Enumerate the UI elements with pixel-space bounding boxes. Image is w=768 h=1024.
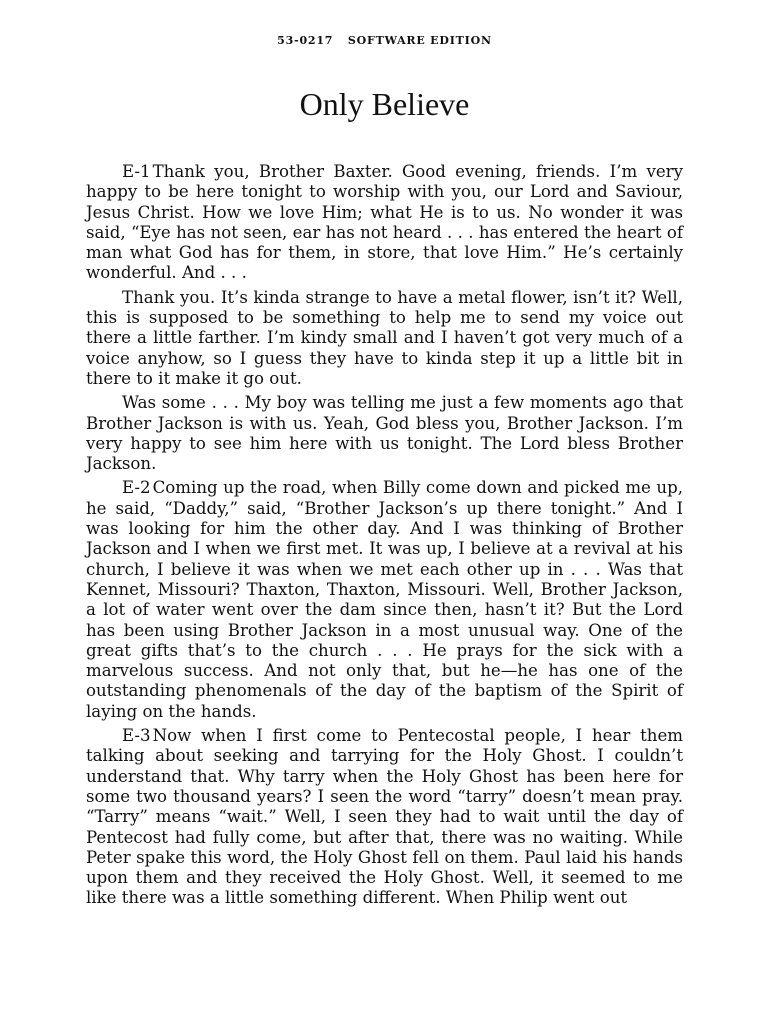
paragraph-e1: [86, 162, 683, 284]
sermon-body: [86, 162, 683, 913]
paragraph-text: Thank you. It’s kinda strange to have a metal flower, isn’t it? Well, this is supposed to be something to help me to send my voice out there a little farther. I’m kindy small and I haven’t got very much of a voice anyhow, so I guess they have to kinda step it up a little bit in there to it make it go out.: [86, 287, 683, 388]
paragraph: [86, 393, 683, 474]
paragraph-marker: E-1: [122, 162, 151, 181]
paragraph-marker: E-3: [122, 726, 151, 746]
paragraph-text: Coming up the road, when Billy come down and picked me up, he said, “Daddy,” said, “Brother Jackson’s up there tonight.” And I was looking for him the other day. And I was thinking of Brother Jackson and I when we first met. It was up, I believe at a revival at his church, I believe it was when we met each other up in . . . Was that Kennet, Missouri? Thaxton, Thaxton, Missouri. Well, Brother Jackson, a lot of water went over the dam since then, hasn’t it? But the Lord has been using Brother Jackson in a most unusual way. One of the great gifts that’s to the church . . . He prays for the sick with a marvelous success. And not only that, but he—he has one of the outstanding phenomenals of the day of the baptism of the Spirit of laying on the hands.: [86, 478, 683, 721]
sermon-title: Only Believe: [299, 86, 470, 122]
paragraph-text: Now when I first come to Pentecostal people, I hear them talking about seeking and tarrying for the Holy Ghost. I couldn’t understand that. Why tarry when the Holy Ghost has been here for some two thousand years? I seen the word “tarry” doesn’t mean pray. “Tarry” means “wait.” Well, I seen they had to wait until the day of Pentecost had fully come, but after that, there was no waiting. While Peter spake this word, the Holy Ghost fell on them. Paul laid his hands upon them and they received the Holy Ghost. Well, it seemed to me like there was a little something different. When Philip went out: [86, 726, 683, 908]
paragraph-text: Was some . . . My boy was telling me just a few moments ago that Brother Jackson is with us. Yeah, God bless you, Brother Jackson. I’m very happy to see him here with us tonight. The Lord bless Brother Jackson.: [86, 393, 683, 474]
paragraph-text: Thank you, Brother Baxter. Good evening, friends. I’m very happy to be here tonight to worship with you, our Lord and Saviour, Jesus Christ. How we love Him; what He is to us. No wonder it was said, “Eye has not seen, ear has not heard . . . has entered the heart of man what God has for them, in store, that love Him.” He’s certainly wonderful. And . . .: [86, 162, 683, 283]
paragraph: [86, 288, 683, 389]
paragraph-e2: [86, 478, 683, 722]
paragraph-e3: [86, 726, 683, 909]
running-header: [86, 34, 683, 47]
sermon-code: 53-0217: [277, 34, 334, 47]
edition-label: SOFTWARE EDITION: [347, 34, 492, 47]
paragraph-marker: E-2: [122, 478, 151, 498]
